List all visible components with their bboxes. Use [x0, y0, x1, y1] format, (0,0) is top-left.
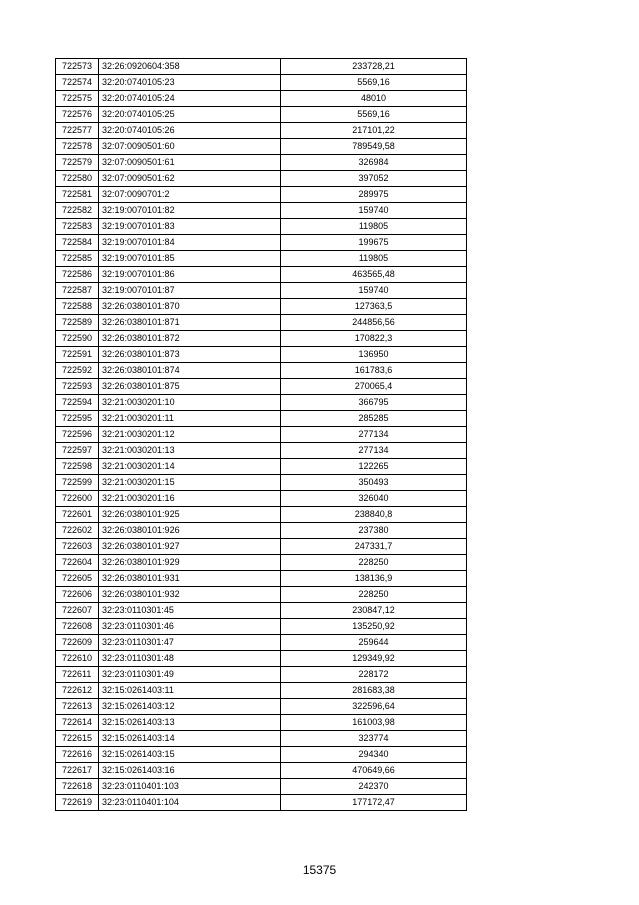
table-row [56, 139, 467, 155]
row-number-cell: 722588 [56, 299, 99, 315]
cadastral-value-cell: 326040 [281, 491, 467, 507]
table-row [56, 459, 467, 475]
row-number-cell: 722608 [56, 619, 99, 635]
table-row [56, 635, 467, 651]
cadastral-number-cell: 32:23:0110301:49 [99, 667, 281, 683]
table-row [56, 539, 467, 555]
row-number-cell: 722603 [56, 539, 99, 555]
table-row [56, 603, 467, 619]
table-row [56, 91, 467, 107]
row-number-cell: 722607 [56, 603, 99, 619]
row-number-cell: 722595 [56, 411, 99, 427]
table-row [56, 475, 467, 491]
row-number-cell: 722596 [56, 427, 99, 443]
cadastral-number-cell: 32:07:0090701:2 [99, 187, 281, 203]
table-row [56, 363, 467, 379]
row-number-cell: 722616 [56, 747, 99, 763]
cadastral-value-cell: 177172,47 [281, 795, 467, 811]
table-row [56, 443, 467, 459]
cadastral-value-cell: 277134 [281, 427, 467, 443]
cadastral-value-cell: 322596,64 [281, 699, 467, 715]
table-row [56, 299, 467, 315]
table-row [56, 571, 467, 587]
cadastral-number-cell: 32:21:0030201:14 [99, 459, 281, 475]
cadastral-number-cell: 32:07:0090501:61 [99, 155, 281, 171]
cadastral-value-cell: 238840,8 [281, 507, 467, 523]
cadastral-value-cell: 244856,56 [281, 315, 467, 331]
cadastral-value-cell: 228250 [281, 587, 467, 603]
cadastral-number-cell: 32:19:0070101:84 [99, 235, 281, 251]
cadastral-value-cell: 397052 [281, 171, 467, 187]
table-row [56, 331, 467, 347]
cadastral-value-cell: 350493 [281, 475, 467, 491]
cadastral-value-cell: 228250 [281, 555, 467, 571]
row-number-cell: 722583 [56, 219, 99, 235]
table-row [56, 59, 467, 75]
cadastral-number-cell: 32:26:0920604:358 [99, 59, 281, 75]
cadastral-number-cell: 32:20:0740105:25 [99, 107, 281, 123]
row-number-cell: 722599 [56, 475, 99, 491]
row-number-cell: 722610 [56, 651, 99, 667]
cadastral-value-cell: 129349,92 [281, 651, 467, 667]
cadastral-number-cell: 32:20:0740105:24 [99, 91, 281, 107]
row-number-cell: 722592 [56, 363, 99, 379]
row-number-cell: 722586 [56, 267, 99, 283]
table-row [56, 251, 467, 267]
cadastral-value-cell: 199675 [281, 235, 467, 251]
table-row [56, 203, 467, 219]
row-number-cell: 722593 [56, 379, 99, 395]
cadastral-value-cell: 159740 [281, 283, 467, 299]
table-row [56, 75, 467, 91]
cadastral-value-cell: 5569,16 [281, 107, 467, 123]
cadastral-number-cell: 32:26:0380101:874 [99, 363, 281, 379]
cadastral-value-cell: 270065,4 [281, 379, 467, 395]
table-row [56, 491, 467, 507]
table-row [56, 187, 467, 203]
table-row [56, 123, 467, 139]
cadastral-value-cell: 48010 [281, 91, 467, 107]
table-row [56, 715, 467, 731]
row-number-cell: 722574 [56, 75, 99, 91]
cadastral-number-cell: 32:15:0261403:15 [99, 747, 281, 763]
table-row [56, 347, 467, 363]
cadastral-value-cell: 281683,38 [281, 683, 467, 699]
row-number-cell: 722614 [56, 715, 99, 731]
cadastral-value-cell: 323774 [281, 731, 467, 747]
row-number-cell: 722594 [56, 395, 99, 411]
table-row [56, 779, 467, 795]
row-number-cell: 722618 [56, 779, 99, 795]
table-row [56, 427, 467, 443]
cadastral-number-cell: 32:15:0261403:12 [99, 699, 281, 715]
cadastral-number-cell: 32:26:0380101:870 [99, 299, 281, 315]
row-number-cell: 722609 [56, 635, 99, 651]
row-number-cell: 722579 [56, 155, 99, 171]
cadastral-value-cell: 122265 [281, 459, 467, 475]
table-row [56, 651, 467, 667]
cadastral-number-cell: 32:26:0380101:871 [99, 315, 281, 331]
cadastral-number-cell: 32:21:0030201:10 [99, 395, 281, 411]
cadastral-value-cell: 230847,12 [281, 603, 467, 619]
cadastral-number-cell: 32:23:0110301:47 [99, 635, 281, 651]
cadastral-number-cell: 32:26:0380101:925 [99, 507, 281, 523]
row-number-cell: 722587 [56, 283, 99, 299]
table-row [56, 619, 467, 635]
row-number-cell: 722600 [56, 491, 99, 507]
cadastral-number-cell: 32:23:0110401:103 [99, 779, 281, 795]
table-row [56, 683, 467, 699]
row-number-cell: 722573 [56, 59, 99, 75]
cadastral-number-cell: 32:21:0030201:16 [99, 491, 281, 507]
row-number-cell: 722580 [56, 171, 99, 187]
row-number-cell: 722615 [56, 731, 99, 747]
cadastral-value-cell: 228172 [281, 667, 467, 683]
cadastral-value-cell: 5569,16 [281, 75, 467, 91]
table-row [56, 219, 467, 235]
cadastral-number-cell: 32:23:0110401:104 [99, 795, 281, 811]
row-number-cell: 722575 [56, 91, 99, 107]
row-number-cell: 722577 [56, 123, 99, 139]
row-number-cell: 722605 [56, 571, 99, 587]
cadastral-number-cell: 32:19:0070101:82 [99, 203, 281, 219]
row-number-cell: 722585 [56, 251, 99, 267]
row-number-cell: 722597 [56, 443, 99, 459]
row-number-cell: 722589 [56, 315, 99, 331]
cadastral-value-cell: 170822,3 [281, 331, 467, 347]
row-number-cell: 722611 [56, 667, 99, 683]
cadastral-value-cell: 135250,92 [281, 619, 467, 635]
cadastral-value-cell: 161003,98 [281, 715, 467, 731]
cadastral-value-cell: 237380 [281, 523, 467, 539]
cadastral-value-cell: 470649,66 [281, 763, 467, 779]
cadastral-number-cell: 32:26:0380101:931 [99, 571, 281, 587]
row-number-cell: 722590 [56, 331, 99, 347]
cadastral-value-cell: 285285 [281, 411, 467, 427]
cadastral-value-cell: 242370 [281, 779, 467, 795]
table-row [56, 395, 467, 411]
cadastral-value-cell: 789549,58 [281, 139, 467, 155]
table-row [56, 555, 467, 571]
cadastral-number-cell: 32:26:0380101:929 [99, 555, 281, 571]
cadastral-value-cell: 136950 [281, 347, 467, 363]
cadastral-number-cell: 32:20:0740105:23 [99, 75, 281, 91]
row-number-cell: 722604 [56, 555, 99, 571]
cadastral-number-cell: 32:23:0110301:46 [99, 619, 281, 635]
cadastral-value-cell: 127363,5 [281, 299, 467, 315]
row-number-cell: 722613 [56, 699, 99, 715]
cadastral-number-cell: 32:21:0030201:12 [99, 427, 281, 443]
row-number-cell: 722591 [56, 347, 99, 363]
cadastral-number-cell: 32:26:0380101:872 [99, 331, 281, 347]
row-number-cell: 722602 [56, 523, 99, 539]
cadastral-value-cell: 161783,6 [281, 363, 467, 379]
table-row [56, 747, 467, 763]
table-row [56, 171, 467, 187]
table-row [56, 731, 467, 747]
cadastral-number-cell: 32:21:0030201:11 [99, 411, 281, 427]
cadastral-value-cell: 294340 [281, 747, 467, 763]
cadastral-value-cell: 259644 [281, 635, 467, 651]
cadastral-number-cell: 32:23:0110301:48 [99, 651, 281, 667]
cadastral-number-cell: 32:15:0261403:16 [99, 763, 281, 779]
cadastral-number-cell: 32:26:0380101:927 [99, 539, 281, 555]
cadastral-number-cell: 32:07:0090501:60 [99, 139, 281, 155]
cadastral-number-cell: 32:19:0070101:87 [99, 283, 281, 299]
cadastral-number-cell: 32:07:0090501:62 [99, 171, 281, 187]
table-row [56, 523, 467, 539]
cadastral-value-table [55, 58, 467, 811]
cadastral-number-cell: 32:15:0261403:13 [99, 715, 281, 731]
table-row [56, 107, 467, 123]
cadastral-number-cell: 32:26:0380101:875 [99, 379, 281, 395]
row-number-cell: 722598 [56, 459, 99, 475]
row-number-cell: 722617 [56, 763, 99, 779]
cadastral-number-cell: 32:26:0380101:932 [99, 587, 281, 603]
row-number-cell: 722581 [56, 187, 99, 203]
cadastral-number-cell: 32:19:0070101:86 [99, 267, 281, 283]
cadastral-number-cell: 32:19:0070101:83 [99, 219, 281, 235]
cadastral-value-cell: 217101,22 [281, 123, 467, 139]
cadastral-value-cell: 289975 [281, 187, 467, 203]
row-number-cell: 722584 [56, 235, 99, 251]
table-row [56, 379, 467, 395]
table-row [56, 587, 467, 603]
cadastral-number-cell: 32:26:0380101:926 [99, 523, 281, 539]
table-row [56, 763, 467, 779]
table-row [56, 315, 467, 331]
row-number-cell: 722612 [56, 683, 99, 699]
row-number-cell: 722606 [56, 587, 99, 603]
table-row [56, 507, 467, 523]
table-row [56, 235, 467, 251]
table-row [56, 667, 467, 683]
cadastral-value-cell: 277134 [281, 443, 467, 459]
table-row [56, 411, 467, 427]
cadastral-value-cell: 138136,9 [281, 571, 467, 587]
cadastral-value-cell: 366795 [281, 395, 467, 411]
cadastral-value-cell: 463565,48 [281, 267, 467, 283]
table-row [56, 699, 467, 715]
cadastral-value-cell: 159740 [281, 203, 467, 219]
cadastral-value-cell: 119805 [281, 251, 467, 267]
row-number-cell: 722619 [56, 795, 99, 811]
cadastral-number-cell: 32:21:0030201:13 [99, 443, 281, 459]
cadastral-number-cell: 32:23:0110301:45 [99, 603, 281, 619]
table-body [56, 59, 467, 811]
cadastral-number-cell: 32:26:0380101:873 [99, 347, 281, 363]
cadastral-number-cell: 32:19:0070101:85 [99, 251, 281, 267]
table-row [56, 155, 467, 171]
row-number-cell: 722582 [56, 203, 99, 219]
row-number-cell: 722601 [56, 507, 99, 523]
cadastral-value-cell: 233728,21 [281, 59, 467, 75]
cadastral-value-cell: 326984 [281, 155, 467, 171]
cadastral-number-cell: 32:21:0030201:15 [99, 475, 281, 491]
page-number: 15375 [302, 863, 337, 877]
row-number-cell: 722578 [56, 139, 99, 155]
row-number-cell: 722576 [56, 107, 99, 123]
table-row [56, 283, 467, 299]
table-row [56, 267, 467, 283]
table-row [56, 795, 467, 811]
cadastral-number-cell: 32:20:0740105:26 [99, 123, 281, 139]
cadastral-number-cell: 32:15:0261403:11 [99, 683, 281, 699]
cadastral-value-cell: 247331,7 [281, 539, 467, 555]
cadastral-number-cell: 32:15:0261403:14 [99, 731, 281, 747]
cadastral-value-cell: 119805 [281, 219, 467, 235]
